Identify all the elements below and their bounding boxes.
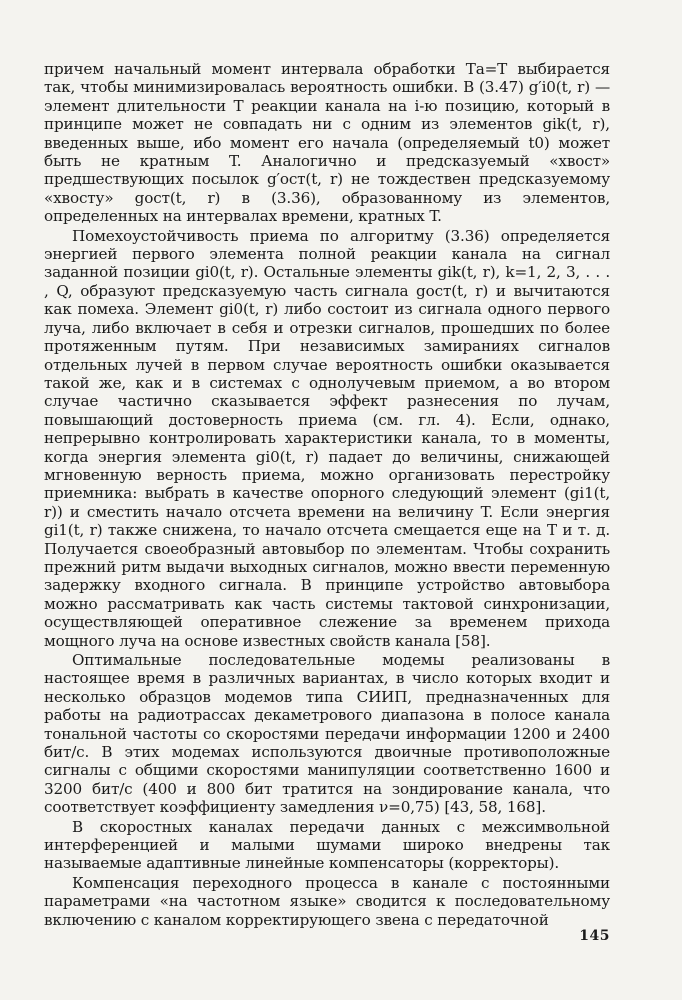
paragraph-transient-compensation: Компенсация переходного процесса в канале с постоянными параметрами «на частотном языке» сводится к последовательному включению с каналом корректирующего звена с передаточной [44, 873, 610, 929]
paragraph-noise-immunity: Помехоустойчивость приема по алгоритму (3.36) определяется энергией первого элемента полной реакции канала на сигнал заданной позиции gi0(t, r). Остальные элементы gik(t, r), k=1, 2, 3, . . . , Q, образуют предсказуемую часть сигнала gост(t, r) и вычитаются как помеха. Элемент gi0(t, r) либо состоит из сигнала одного первого луча, либо включает в себя и отрезки сигналов, прошедших по более протяженным путям. При независимых замираниях сигналов отдельных лучей в первом случае вероятность ошибки оказывается такой же, как и в системах с однолучевым приемом, а во втором случае частично сказывается эффект разнесения по лучам, повышающий достоверность приема (см. гл. 4). Если, однако, непрерывно контролировать характеристики канала, то в моменты, когда энергия элемента gi0(t, r) падает до величины, снижающей мгновенную верность приема, можно организовать перестройку приемника: выбрать в качестве опорного следующий элемент (gi1(t, r)) и сместить начало отсчета времени на величину T. Если энергия gi1(t, r) также снижена, то начало отсчета смещается еще на T и т. д. Получается своеобразный автовыбор по элементам. Чтобы сохранить прежний ритм выдачи выходных сигналов, можно ввести переменную задержку входного сигнала. В принципе устройство автовыбора можно рассматривать как часть системы тактовой синхронизации, осуществляющей оперативное слежение за временем прихода мощного луча на основе известных свойств канала [58]. [44, 226, 610, 650]
paragraph-optimal-modems: Оптимальные последовательные модемы реализованы в настоящее время в различных вариантах, в число которых входит и несколько образцов модемов типа СИИП, предназначенных для работы на радиотрассах декаметрового диапазона в полосе канала тональной частоты со скоростями передачи информации 1200 и 2400 бит/с. В этих модемах используются двоичные противоположные сигналы с общими скоростями манипуляции соответственно 1600 и 3200 бит/с (400 и 800 бит тратится на зондирование канала, что соответствует коэффициенту замедления ν=0,75) [43, 58, 168]. [44, 651, 610, 817]
page-number: 145 [579, 928, 610, 944]
paragraph-adaptive-compensators: В скоростных каналах передачи данных с межсимвольной интерференцией и малыми шумами широко внедрены так называемые адаптивные линейные компенсаторы (корректоры). [44, 817, 610, 873]
paragraph-continuation: причем начальный момент интервала обработки Tа=T выбирается так, чтобы минимизировалась вероятность ошибки. В (3.47) g′i0(t, r) — элемент длительности T реакции канала на i-ю позицию, который в принципе может не совпадать ни с одним из элементов gik(t, r), введенных выше, ибо момент его начала (определяемый t0) может быть не кратным T. Аналогично и предсказуемый «хвост» предшествующих посылок g′ост(t, r) не тождествен предсказуемому «хвосту» gост(t, r) в (3.36), образованному из элементов, определенных на интервалах времени, кратных T. [44, 60, 610, 226]
